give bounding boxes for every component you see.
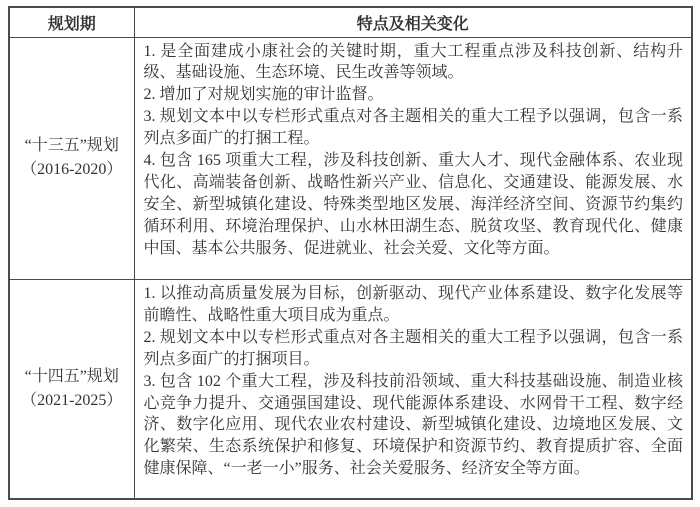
- period-years: （2021-2025）: [21, 391, 123, 409]
- table-row-13th-plan: [9, 37, 692, 279]
- feature-item: 1. 是全面建成小康社会的关键时期，重大工程重点涉及科技创新、结构升级、基础设施、生态环境、民生改善等领域。: [143, 42, 683, 82]
- column-header-period: 规划期: [9, 7, 134, 37]
- features-cell-14th: [134, 279, 692, 499]
- planning-comparison-table: [8, 6, 693, 500]
- feature-item: 2. 增加了对规划实施的审计监督。: [143, 86, 384, 104]
- table-row-14th-plan: [9, 279, 692, 499]
- feature-item: 3. 包含 102 个重大工程，涉及科技前沿领域、重大科技基础设施、制造业核心竞争力提升、交通强国建设、现代能源体系建设、水网骨干工程、数字经济、数字化应用、现代农业农村建设、新型城镇化建设、边境地区发展、文化繁荣、生态系统保护和修复、环境保护和资源节约、教育提质扩容、全面健康保障、“一老一小”服务、社会关爱服务、经济安全等方面。: [143, 372, 683, 478]
- feature-item: 3. 规划文本中以专栏形式重点对各主题相关的重大工程予以强调，包含一系列点多面广的打捆工程。: [143, 108, 683, 148]
- period-cell-14th: [9, 279, 134, 499]
- header-row: [9, 7, 692, 37]
- feature-item: 4. 包含 165 项重大工程，涉及科技创新、重大人才、现代金融体系、农业现代化、高端装备创新、战略性新兴产业、信息化、交通建设、能源发展、水安全、新型城镇化建设、特殊类型地区发展、海洋经济空间、资源节约集约循环利用、环境治理保护、山水林田湖生态、脱贫攻坚、教育现代化、健康中国、基本公共服务、促进就业、社会关爱、文化等方面。: [143, 152, 683, 257]
- column-header-features: 特点及相关变化: [134, 7, 692, 37]
- period-years: （2016-2020）: [21, 161, 123, 179]
- period-cell-13th: [9, 37, 134, 279]
- period-name: “十三五”规划: [24, 137, 119, 155]
- period-name: “十四五”规划: [24, 367, 119, 385]
- feature-item: 1. 以推动高质量发展为目标，创新驱动、现代产业体系建设、数字化发展等前瞻性、战略性重大项目成为重点。: [143, 284, 683, 324]
- feature-item: 2. 规划文本中以专栏形式重点对各主题相关的重大工程予以强调，包含一系列点多面广的打捆项目。: [143, 328, 683, 368]
- features-cell-13th: [134, 37, 692, 279]
